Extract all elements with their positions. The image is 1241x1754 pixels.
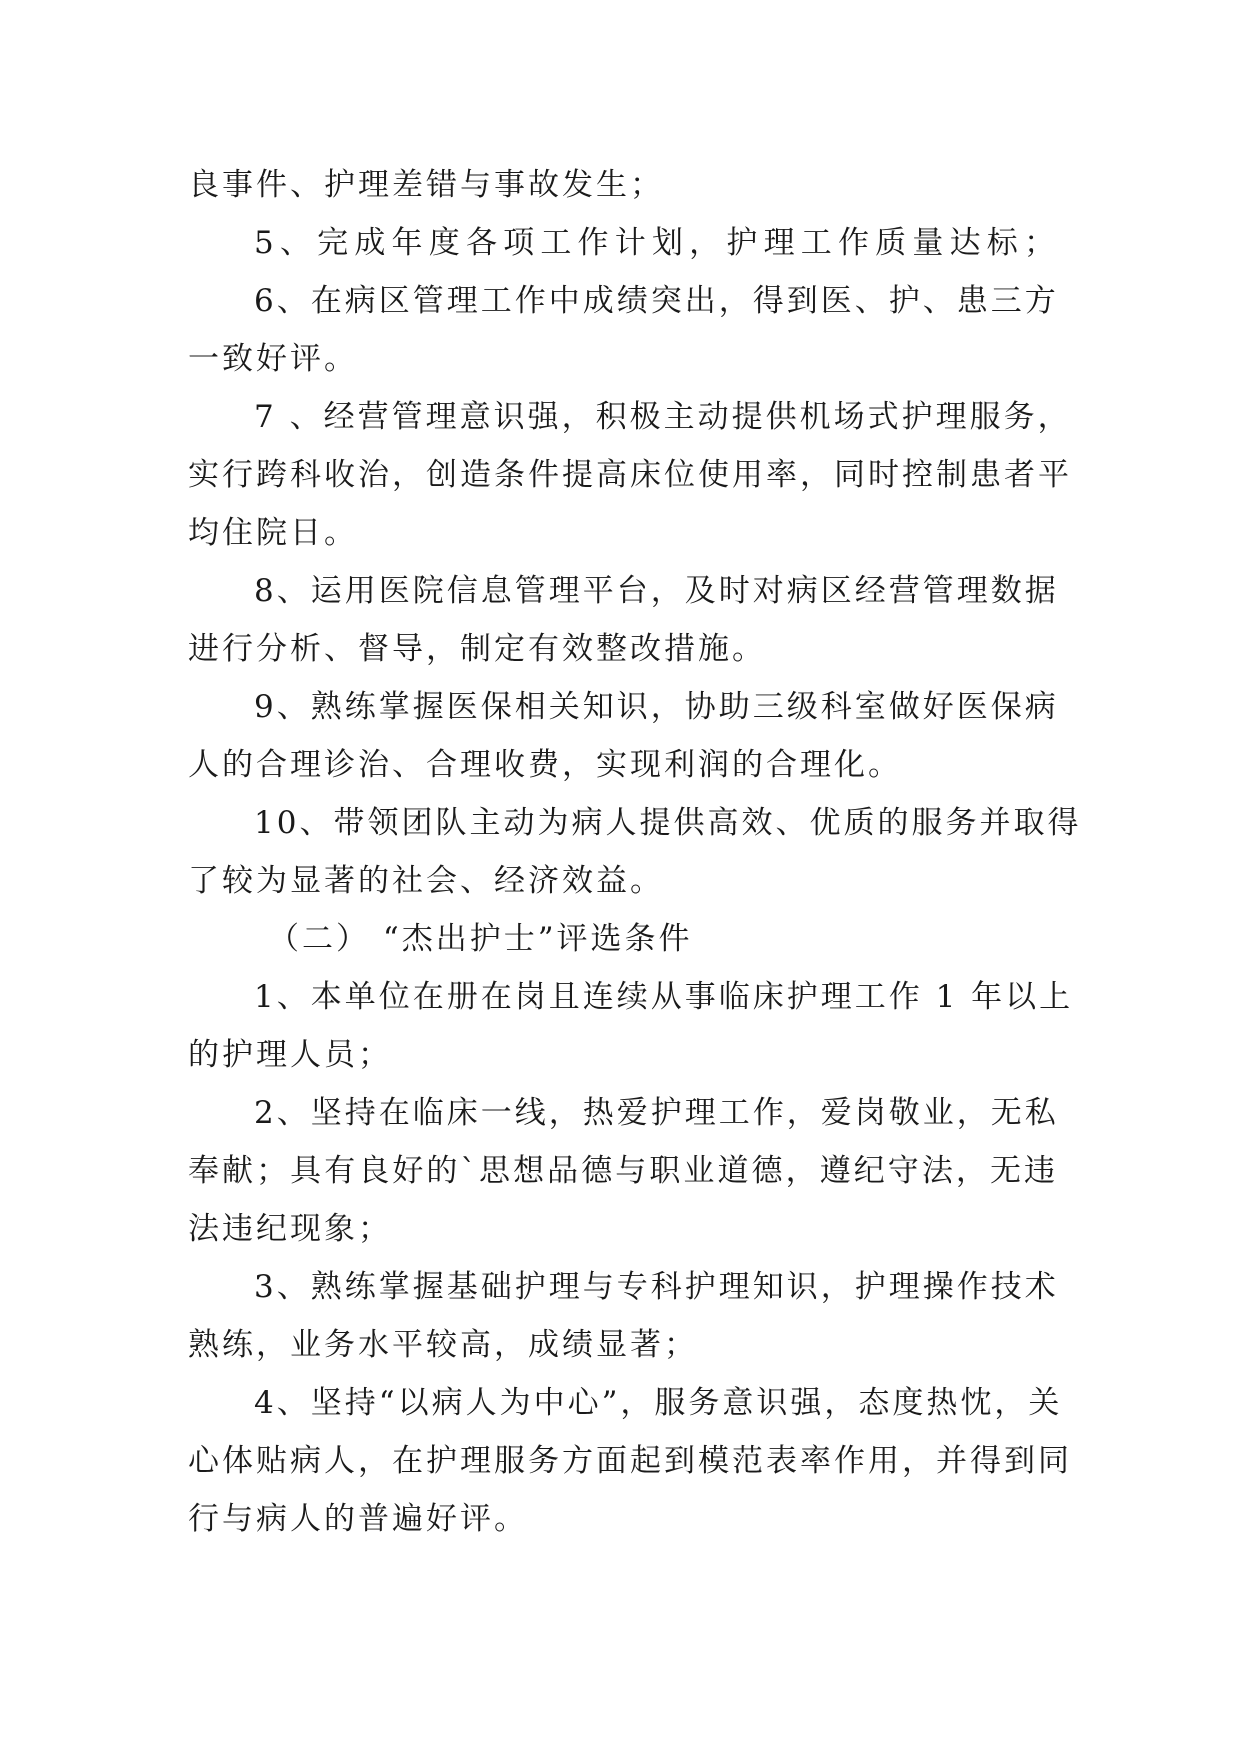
text-line-12: 10、带领团队主动为病人提供高效、优质的服务并取得 [254,805,1082,841]
text-line-1: 良事件、护理差错与事故发生； [188,167,664,203]
section-heading: （二） “杰出护士”评选条件 [268,921,693,957]
text-line-10: 9、熟练掌握医保相关知识，协助三级科室做好医保病 [254,689,1059,725]
text-line-19: 法违纪现象； [188,1211,392,1247]
text-line-15: 1、本单位在册在岗且连续从事临床护理工作 1 年以上 [254,979,1074,1015]
text-line-3: 6、在病区管理工作中成绩突出，得到医、护、患三方 [254,283,1059,319]
text-line-6: 实行跨科收治，创造条件提高床位使用率，同时控制患者平 [188,457,1072,493]
text-line-4: 一致好评。 [188,341,358,377]
text-line-18: 奉献；具有良好的`思想品德与职业道德，遵纪守法，无违 [188,1153,1058,1189]
text-line-22: 4、坚持“以病人为中心”，服务意识强，态度热忱，关 [254,1385,1063,1421]
text-line-8: 8、运用医院信息管理平台，及时对病区经营管理数据 [254,573,1059,609]
text-line-24: 行与病人的普遍好评。 [188,1501,528,1537]
text-line-20: 3、熟练掌握基础护理与专科护理知识，护理操作技术 [254,1269,1059,1305]
text-line-5: 7 、经营管理意识强，积极主动提供机场式护理服务， [254,399,1072,435]
text-line-21: 熟练，业务水平较高，成绩显著； [188,1327,698,1363]
text-line-7: 均住院日。 [188,515,358,551]
text-line-16: 的护理人员； [188,1037,392,1073]
text-line-9: 进行分析、督导，制定有效整改措施。 [188,631,766,667]
text-line-23: 心体贴病人，在护理服务方面起到模范表率作用，并得到同 [188,1443,1072,1479]
text-line-11: 人的合理诊治、合理收费，实现利润的合理化。 [188,747,902,783]
text-line-2: 5、完成年度各项工作计划，护理工作质量达标； [254,225,1058,261]
text-line-17: 2、坚持在临床一线，热爱护理工作，爱岗敬业，无私 [254,1095,1059,1131]
text-line-13: 了较为显著的社会、经济效益。 [188,863,664,899]
